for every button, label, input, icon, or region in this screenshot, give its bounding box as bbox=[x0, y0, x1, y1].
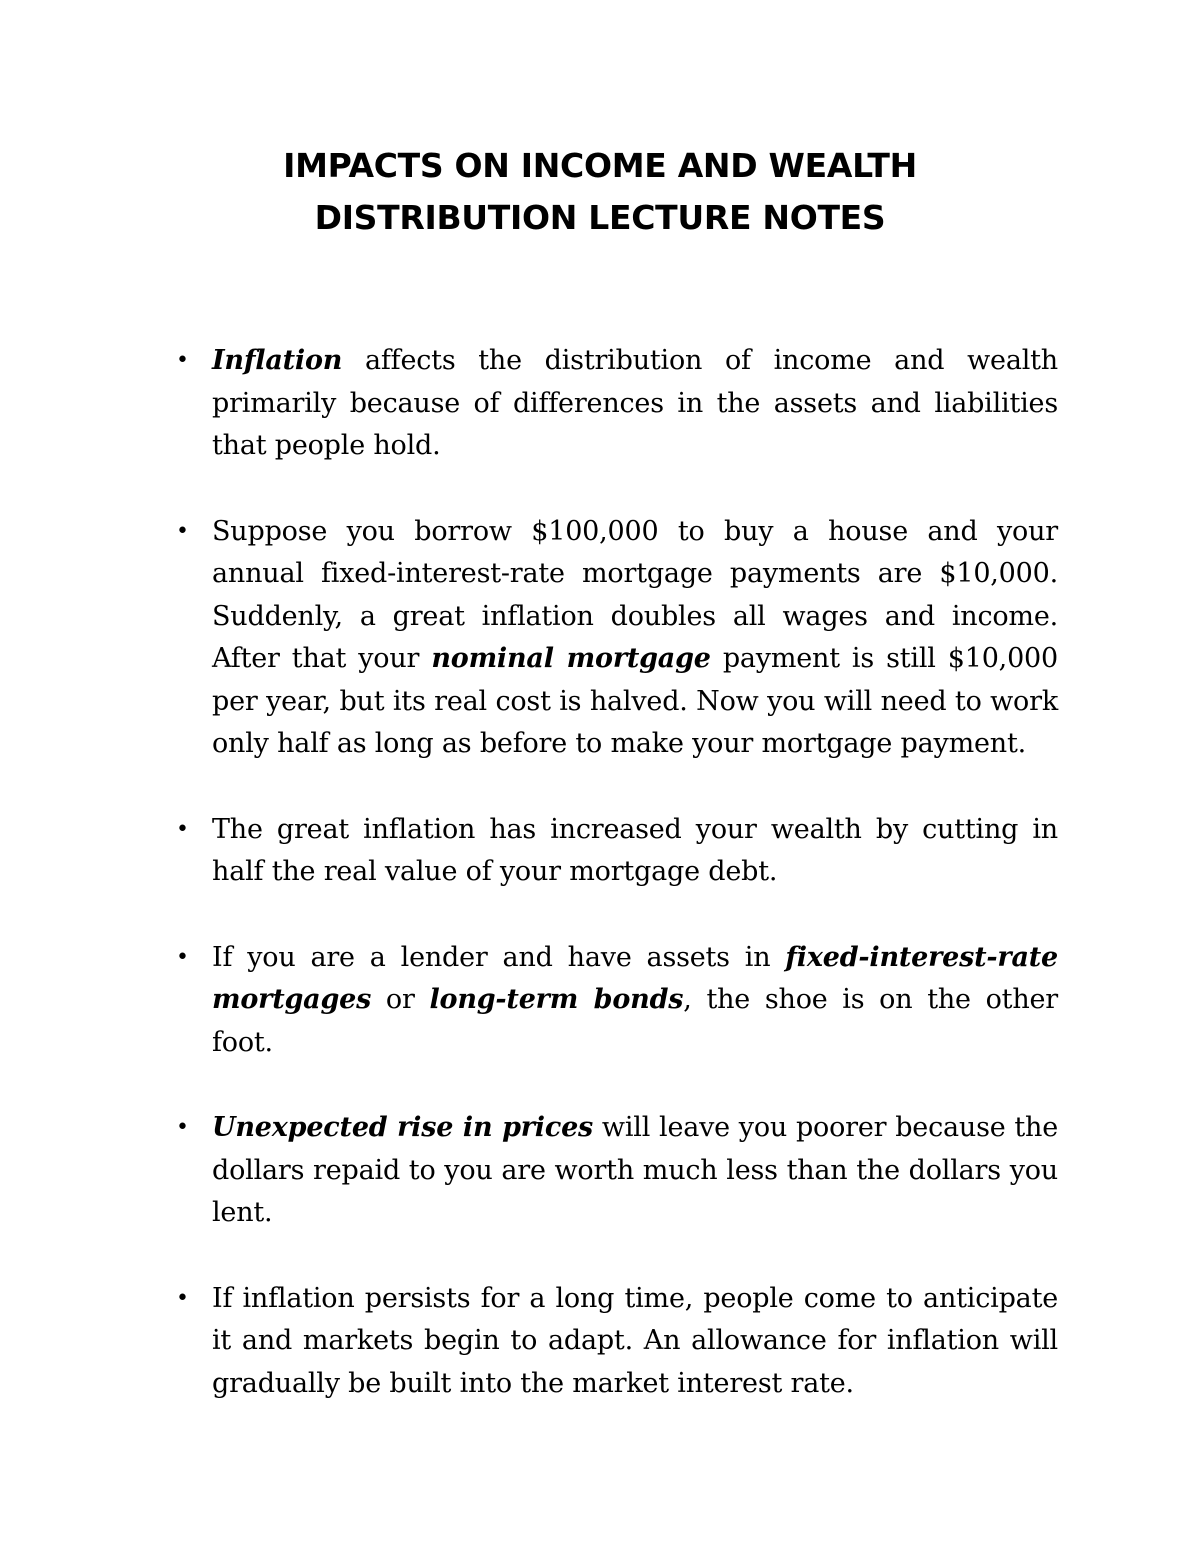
lecture-bullet-list bbox=[176, 340, 1059, 1448]
emphasis-text: Inflation bbox=[212, 345, 343, 376]
list-item bbox=[176, 511, 1059, 766]
bullet-icon: • bbox=[176, 944, 189, 970]
item-text: or bbox=[371, 984, 430, 1015]
item-text: , the shoe is on the other foot. bbox=[212, 984, 1058, 1058]
bullet-icon: • bbox=[176, 1115, 189, 1140]
page-title bbox=[0, 140, 1200, 244]
list-item bbox=[176, 340, 1058, 468]
item-text: Suppose you borrow $100,000 to buy a house and your annual fixed-interest-rate mortgage payments are $10,000. Suddenly, a great inflation doubles all wages and income. After that your bbox=[212, 515, 1058, 674]
list-item bbox=[176, 1107, 1059, 1235]
emphasis-text: Unexpected rise in prices bbox=[212, 1112, 594, 1143]
list-item bbox=[176, 937, 1058, 1065]
title-line-2: DISTRIBUTION LECTURE NOTES bbox=[314, 198, 886, 237]
item-text: payment is still $10,000 per year, but its real cost is halved. Now you will need to work only half as long as before to make your mortgage payment. bbox=[212, 643, 1059, 759]
bullet-icon: • bbox=[176, 348, 189, 373]
item-text: If you are a lender and have assets in bbox=[212, 941, 786, 973]
list-item bbox=[176, 1278, 1058, 1406]
item-text: If inflation persists for a long time, people come to anticipate it and markets begin to adapt. An allowance for inflation will gradually be built into the market interest rate. bbox=[212, 1282, 1058, 1399]
item-text: affects the distribution of income and wealth primarily because of differences in the assets and liabilities that people hold. bbox=[212, 345, 1058, 461]
bullet-icon: • bbox=[176, 518, 189, 544]
item-text: will leave you poorer because the dollars repaid to you are worth much less than the dollars you lent. bbox=[212, 1112, 1059, 1228]
emphasis-text: nominal mortgage bbox=[431, 643, 711, 674]
emphasis-text: fixed-interest-rate mortgages bbox=[212, 941, 1058, 1015]
bullet-icon: • bbox=[176, 1285, 189, 1311]
bullet-icon: • bbox=[176, 816, 189, 842]
title-line-1: IMPACTS ON INCOME AND WEALTH bbox=[283, 146, 917, 185]
list-item bbox=[176, 809, 1058, 894]
emphasis-text: long-term bonds bbox=[429, 984, 684, 1015]
item-text: The great inflation has increased your wealth by cutting in half the real value of your mortgage debt. bbox=[212, 813, 1058, 887]
